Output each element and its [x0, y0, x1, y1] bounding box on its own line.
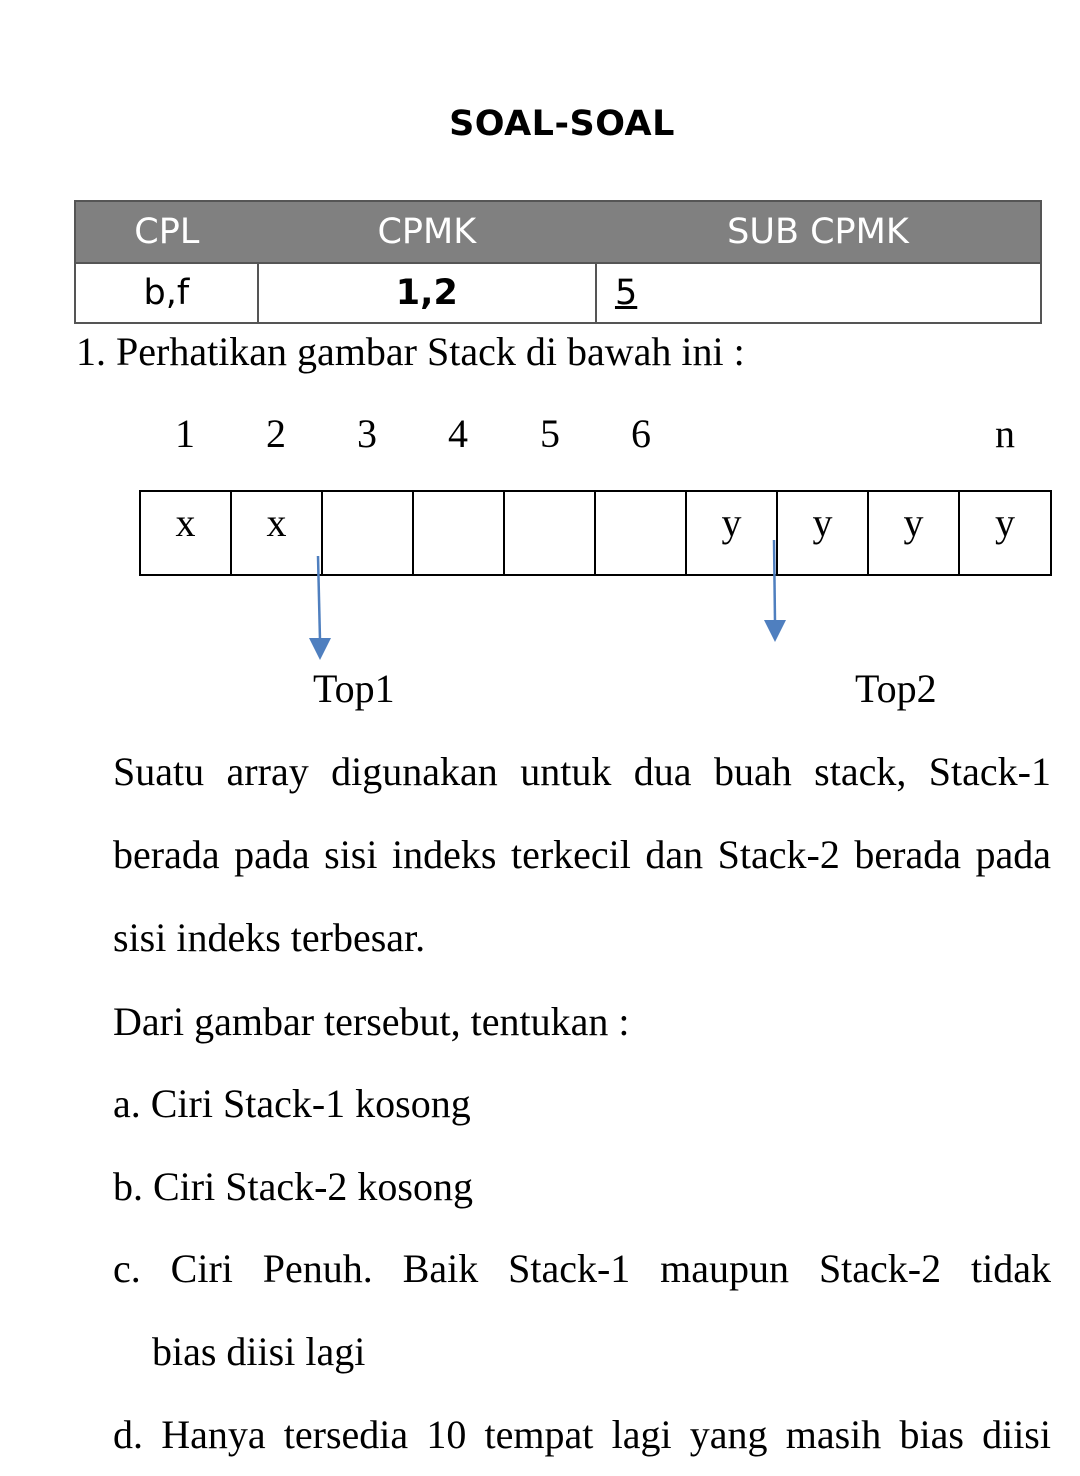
stack-cell — [505, 492, 596, 574]
cell-sub-cpmk: 5 — [596, 263, 1041, 323]
option-d: d. Hanya tersedia 10 tempat lagi yang masih bias diisi — [113, 1412, 1051, 1457]
option-a: a. Ciri Stack-1 kosong — [113, 1081, 471, 1126]
page-title: SOAL-SOAL — [449, 104, 675, 144]
option-c-line-1: c. Ciri Penuh. Baik Stack-1 maupun Stack-2 tidak — [113, 1246, 1051, 1291]
stack-cell: x — [141, 492, 232, 574]
top2-label: Top2 — [855, 666, 937, 711]
table-row — [75, 263, 1041, 323]
index-label: 6 — [631, 411, 651, 456]
stack-cell: y — [995, 500, 1015, 545]
index-label: 4 — [448, 411, 468, 456]
cell-cpl: b,f — [75, 263, 258, 323]
stack-cell: y — [778, 492, 869, 574]
stack-cell — [596, 492, 687, 574]
index-label: 2 — [266, 411, 286, 456]
cell-cpmk: 1,2 — [258, 263, 596, 323]
stack-cell: x — [232, 492, 323, 574]
option-c-line-2: bias diisi lagi — [152, 1329, 366, 1374]
top1-label: Top1 — [313, 666, 395, 711]
index-label: 3 — [357, 411, 377, 456]
header-cpmk: CPMK — [258, 201, 596, 263]
header-sub-cpmk: SUB CPMK — [596, 201, 1041, 263]
cpl-cpmk-table — [74, 200, 1042, 324]
question-1: 1. Perhatikan gambar Stack di bawah ini : — [76, 329, 745, 374]
stack-cell — [323, 492, 414, 574]
stack-array — [139, 490, 1052, 576]
table-header-row — [75, 201, 1041, 263]
index-label: 1 — [175, 411, 195, 456]
stack-cell — [414, 492, 505, 574]
index-label: 5 — [540, 411, 560, 456]
prompt-text: Dari gambar tersebut, tentukan : — [113, 999, 630, 1044]
description-paragraph: Suatu array digunakan untuk dua buah stack, Stack-1 berada pada sisi indeks terkecil dan Stack-2 berada pada sisi indeks terbesar. — [113, 749, 1051, 960]
stack-cell: y — [687, 492, 778, 574]
index-label: n — [995, 411, 1015, 456]
header-cpl: CPL — [75, 201, 258, 263]
option-b: b. Ciri Stack-2 kosong — [113, 1164, 473, 1209]
stack-cell: y — [869, 492, 960, 574]
